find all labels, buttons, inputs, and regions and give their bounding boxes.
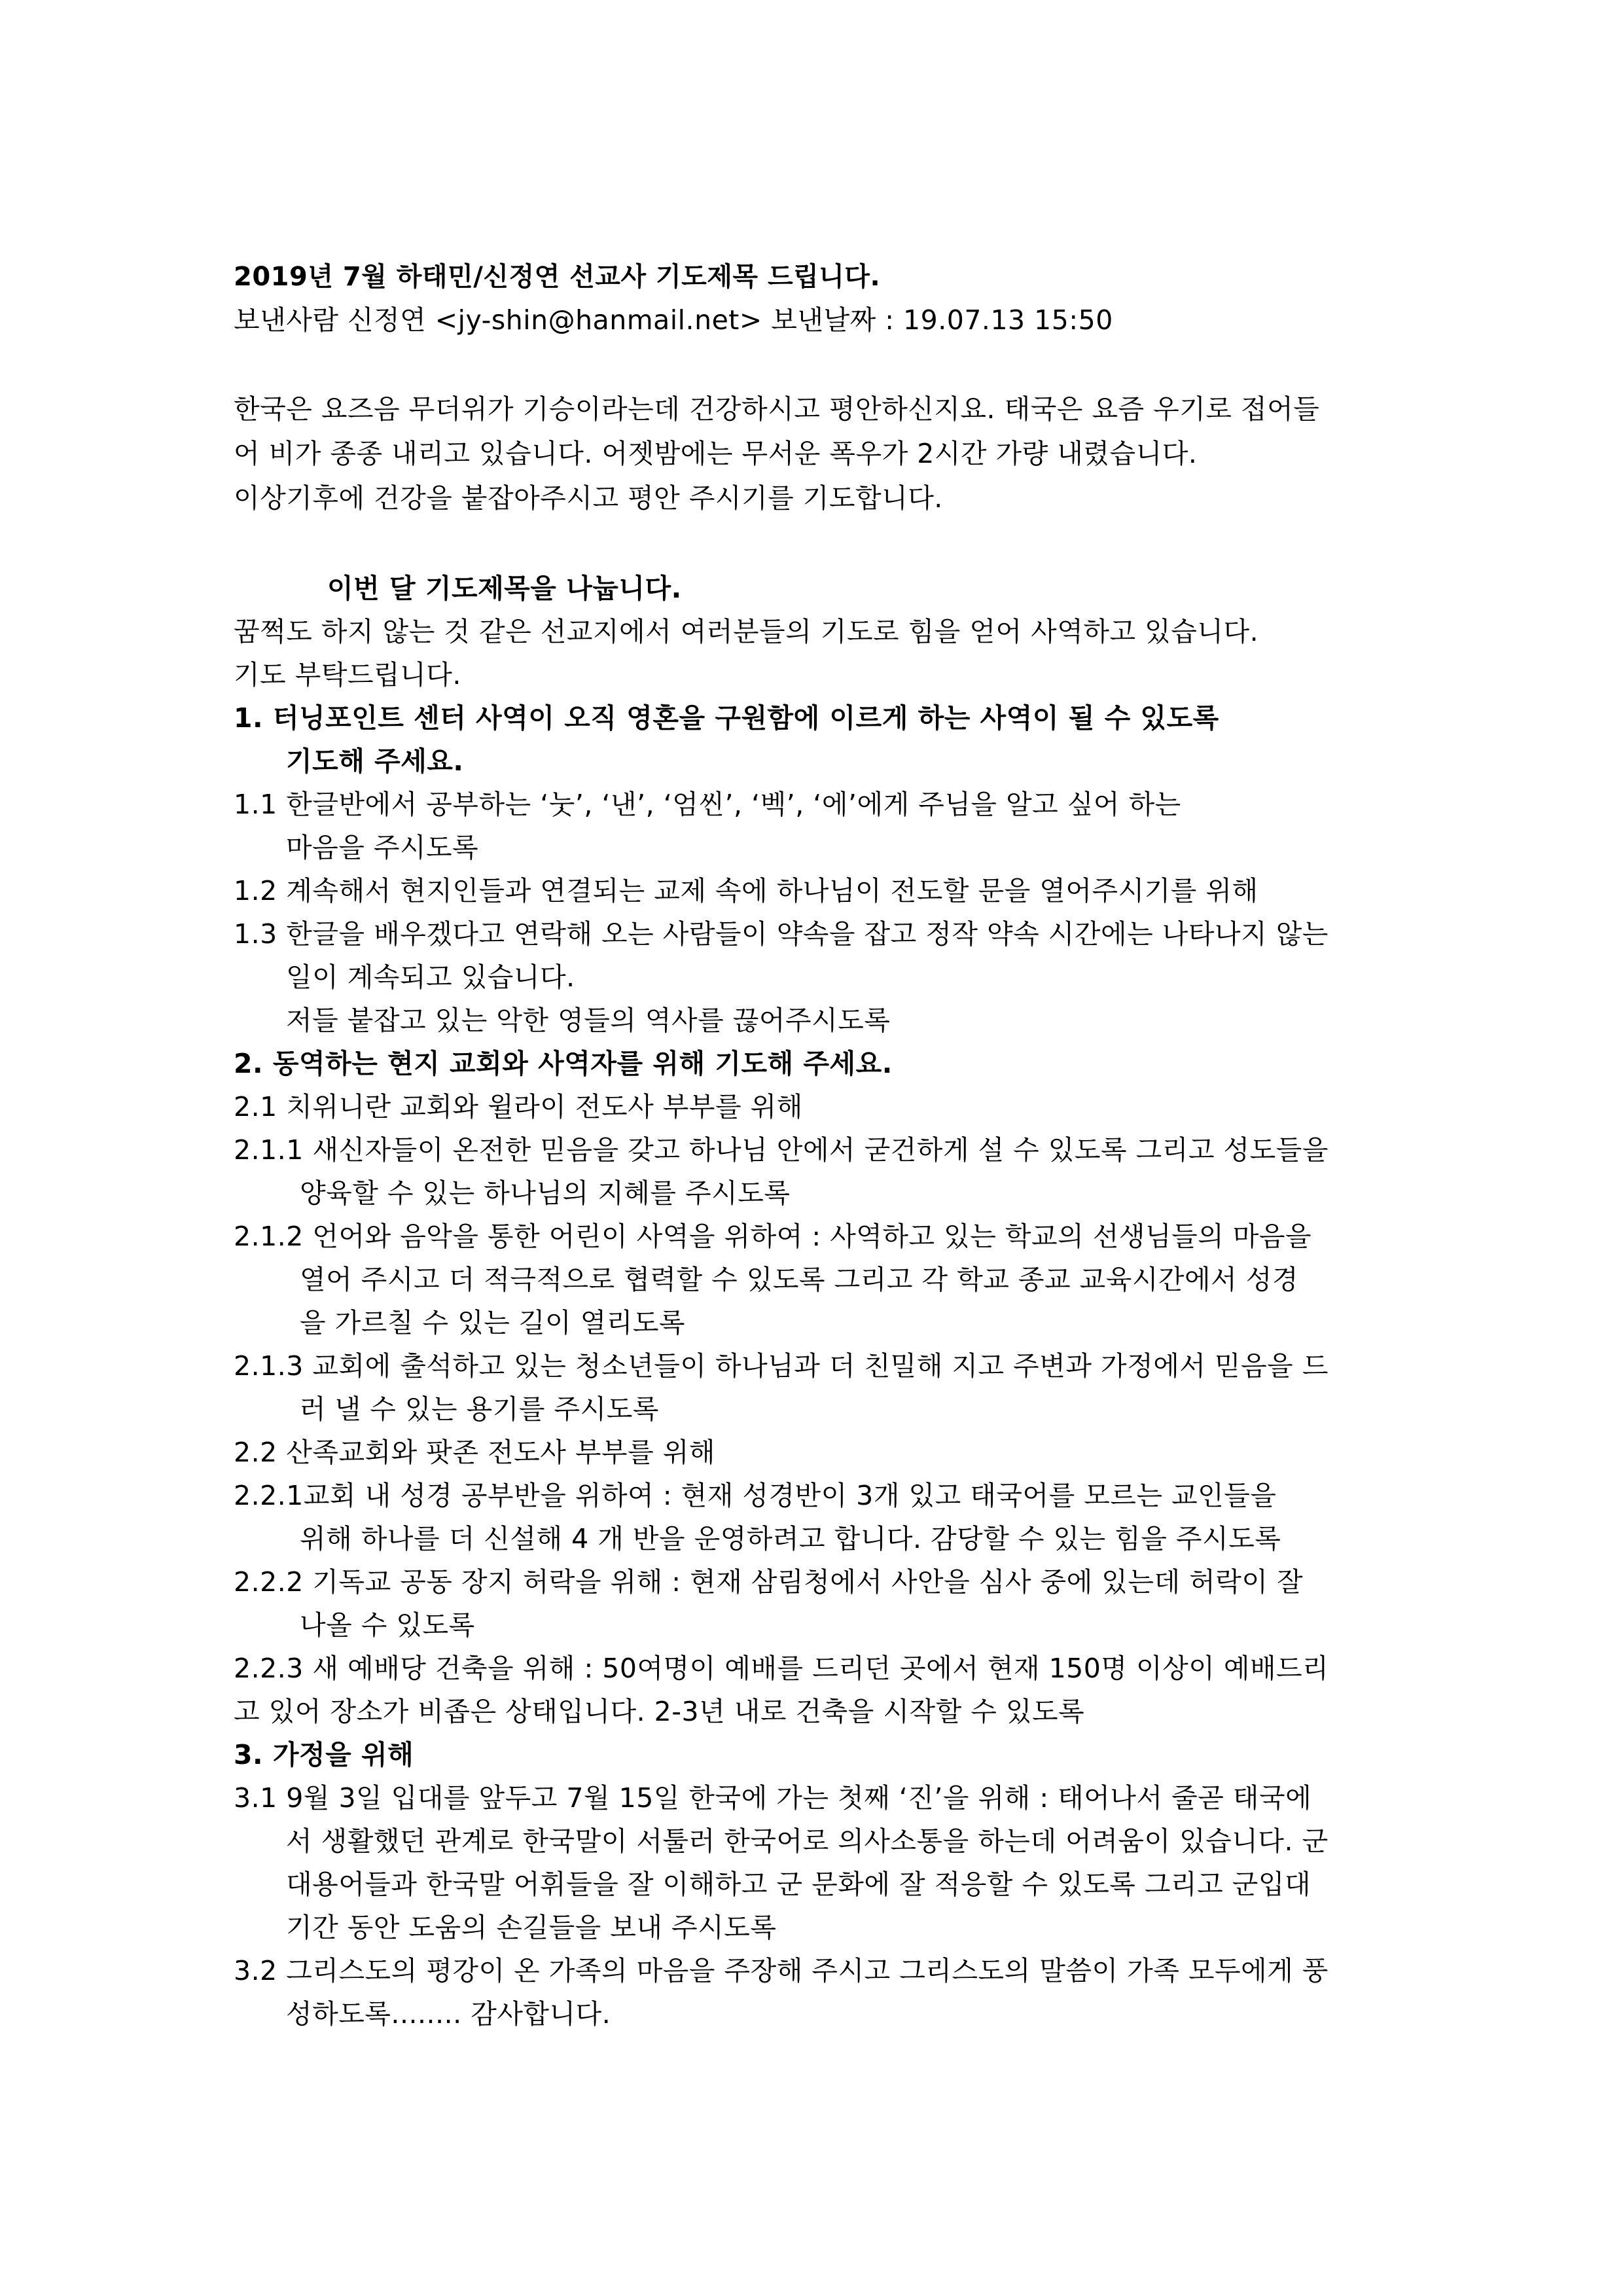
list-item: 양육할 수 있는 하나님의 지혜를 주시도록 <box>300 1177 791 1209</box>
list-item: 2.1 치위니란 교회와 윌라이 전도사 부부를 위해 <box>234 1091 803 1122</box>
list-item: 3.2 그리스도의 평강이 온 가족의 마음을 주장해 주시고 그리스도의 말씀이 가족 모두에게 풍 <box>234 1955 1329 1986</box>
list-item: 2.2.1교회 내 성경 공부반을 위하여 : 현재 성경반이 3개 있고 태국어를 모르는 교인들을 <box>234 1480 1277 1511</box>
lead-line: 기도 부탁드립니다. <box>234 659 461 691</box>
section3-heading: 3. 가정을 위해 <box>234 1739 414 1770</box>
list-item: 열어 주시고 더 적극적으로 협력할 수 있도록 그리고 각 학교 종교 교육시간에서 성경 <box>300 1264 1298 1295</box>
list-item: 고 있어 장소가 비좁은 상태입니다. 2-3년 내로 건축을 시작할 수 있도록 <box>234 1696 1085 1727</box>
list-item: 3.1 9월 3일 입대를 앞두고 7월 15일 한국에 가는 첫째 ‘진’을 위해 : 태어나서 줄곧 태국에 <box>234 1782 1312 1814</box>
intro-line: 한국은 요즈음 무더위가 기승이라는데 건강하시고 평안하신지요. 태국은 요즘 우기로 접어들 <box>234 393 1320 425</box>
list-item: 1.1 한글반에서 공부하는 ‘눗’, ‘낸’, ‘엄씬’, ‘벡’, ‘에’에게 주님을 알고 싶어 하는 <box>234 789 1181 820</box>
list-item: 일이 계속되고 있습니다. <box>286 961 575 993</box>
list-item: 1.2 계속해서 현지인들과 연결되는 교제 속에 하나님이 전도할 문을 열어주시기를 위해 <box>234 875 1258 906</box>
list-item: 나올 수 있도록 <box>300 1609 475 1641</box>
list-item: 서 생활했던 관계로 한국말이 서툴러 한국어로 의사소통을 하는데 어려움이 있습니다. 군 <box>286 1825 1329 1857</box>
list-item: 2.2 산족교회와 팟존 전도사 부부를 위해 <box>234 1437 715 1468</box>
section2-heading: 2. 동역하는 현지 교회와 사역자를 위해 기도해 주세요. <box>234 1048 893 1079</box>
list-item: 저들 붙잡고 있는 악한 영들의 역사를 끊어주시도록 <box>286 1005 891 1036</box>
sender-meta: 보낸사람 신정연 <jy-shin@hanmail.net> 보낸날짜 : 19.07.13 15:50 <box>234 304 1113 336</box>
section1-heading: 1. 터닝포인트 센터 사역이 오직 영혼을 구원함에 이르게 하는 사역이 될 수 있도록 <box>234 702 1219 734</box>
list-item: 2.2.2 기독교 공동 장지 허락을 위해 : 현재 삼림청에서 사안을 심사 중에 있는데 허락이 잘 <box>234 1566 1304 1598</box>
list-item: 성하도록........ 감사합니다. <box>286 1998 611 2030</box>
list-item: 1.3 한글을 배우겠다고 연락해 오는 사람들이 약속을 잡고 정작 약속 시간에는 나타나지 않는 <box>234 918 1329 950</box>
lead-line: 꿈쩍도 하지 않는 것 같은 선교지에서 여러분들의 기도로 힘을 얻어 사역하고 있습니다. <box>234 616 1259 647</box>
document-title: 2019년 7월 하태민/신정연 선교사 기도제목 드립니다. <box>234 262 881 292</box>
subheading: 이번 달 기도제목을 나눕니다. <box>327 573 682 604</box>
list-item: 마음을 주시도록 <box>286 832 479 863</box>
list-item: 위해 하나를 더 신설해 4 개 반을 운영하려고 합니다. 감당할 수 있는 힘을 주시도록 <box>300 1523 1281 1554</box>
list-item: 을 가르칠 수 있는 길이 열리도록 <box>300 1307 686 1338</box>
section1-heading-cont: 기도해 주세요. <box>286 745 464 777</box>
intro-line: 이상기후에 건강을 붙잡아주시고 평안 주시기를 기도합니다. <box>234 482 943 514</box>
list-item: 2.2.3 새 예배당 건축을 위해 : 50여명이 예배를 드리던 곳에서 현재 150명 이상이 예배드리 <box>234 1653 1329 1684</box>
list-item: 기간 동안 도움의 손길들을 보내 주시도록 <box>286 1912 777 1943</box>
intro-line: 어 비가 종종 내리고 있습니다. 어젯밤에는 무서운 폭우가 2시간 가량 내렸습니다. <box>234 438 1198 469</box>
list-item: 대용어들과 한국말 어휘들을 잘 이해하고 군 문화에 잘 적응할 수 있도록 그리고 군입대 <box>286 1869 1311 1900</box>
list-item: 러 낼 수 있는 용기를 주시도록 <box>300 1393 659 1425</box>
list-item: 2.1.3 교회에 출석하고 있는 청소년들이 하나님과 더 친밀해 지고 주변과 가정에서 믿음을 드 <box>234 1350 1329 1382</box>
list-item: 2.1.1 새신자들이 온전한 믿음을 갖고 하나님 안에서 굳건하게 설 수 있도록 그리고 성도들을 <box>234 1134 1329 1166</box>
list-item: 2.1.2 언어와 음악을 통한 어린이 사역을 위하여 : 사역하고 있는 학교의 선생님들의 마음을 <box>234 1221 1312 1252</box>
